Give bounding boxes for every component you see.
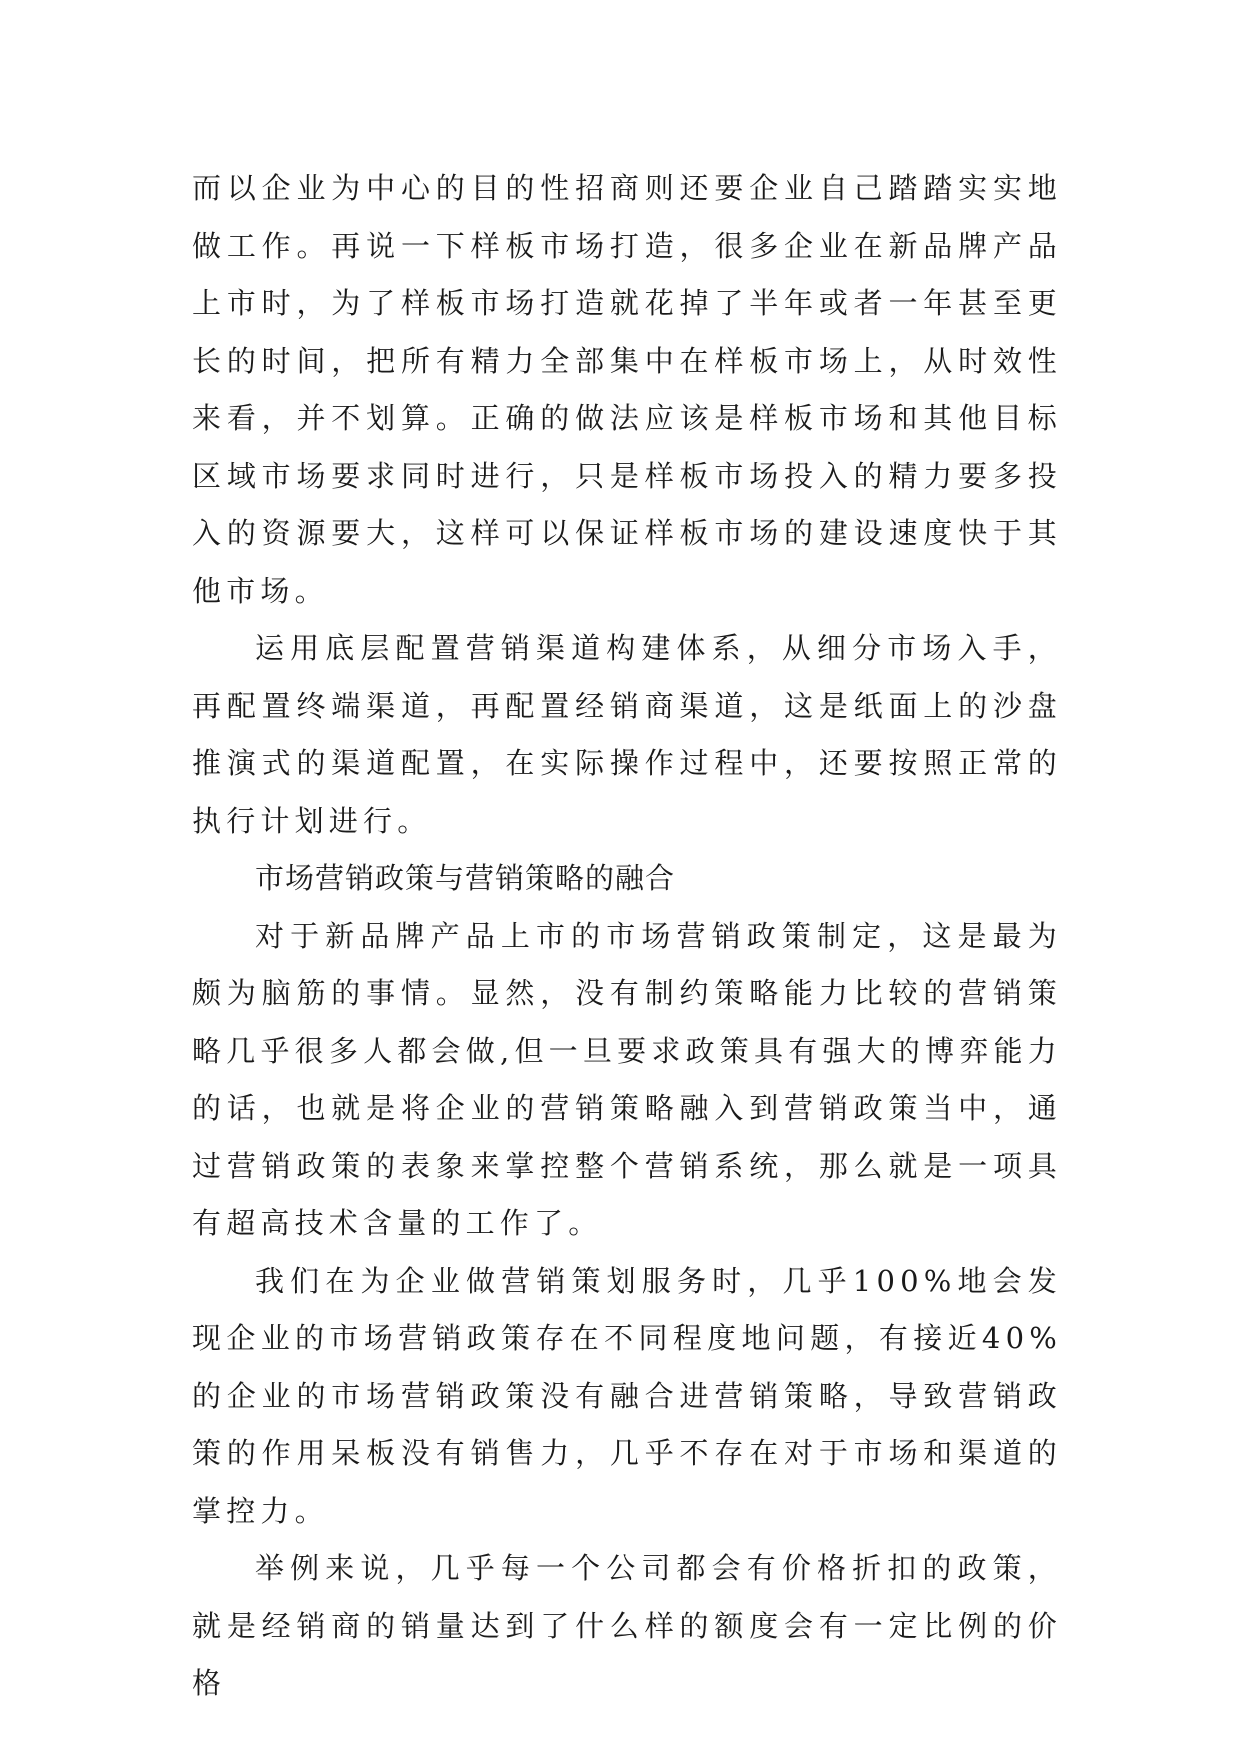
section-heading: 市场营销政策与营销策略的融合 xyxy=(255,861,676,895)
paragraph: 对于新品牌产品上市的市场营销政策制定，这是最为颇为脑筋的事情。显然，没有制约策略能力比较的营销策略几乎很多人都会做,但一旦要求政策具有强大的博弈能力的话，也就是将企业的营销策略融入到营销政策当中，通过营销政策的表象来掌控整个营销系统，那么就是一项具有超高技术含量的工作了。 xyxy=(192,918,1062,1240)
paragraph: 而以企业为中心的目的性招商则还要企业自己踏踏实实地做工作。再说一下样板市场打造，很多企业在新品牌产品上市时，为了样板市场打造就花掉了半年或者一年甚至更长的时间，把所有精力全部集中在样板市场上，从时效性来看，并不划算。正确的做法应该是样板市场和其他目标区域市场要求同时进行，只是样板市场投入的精力要多投入的资源要大，这样可以保证样板市场的建设速度快于其他市场。 xyxy=(192,171,1062,608)
document-body xyxy=(192,160,1062,1713)
paragraph: 我们在为企业做营销策划服务时，几乎100%地会发现企业的市场营销政策存在不同程度地问题，有接近40%的企业的市场营销政策没有融合进营销策略，导致营销政策的作用呆板没有销售力，几乎不存在对于市场和渠道的掌控力。 xyxy=(192,1263,1062,1528)
paragraph: 运用底层配置营销渠道构建体系，从细分市场入手，再配置终端渠道，再配置经销商渠道，这是纸面上的沙盘推演式的渠道配置，在实际操作过程中，还要按照正常的执行计划进行。 xyxy=(192,631,1062,838)
paragraph: 举例来说，几乎每一个公司都会有价格折扣的政策，就是经销商的销量达到了什么样的额度会有一定比例的价格 xyxy=(192,1551,1062,1700)
